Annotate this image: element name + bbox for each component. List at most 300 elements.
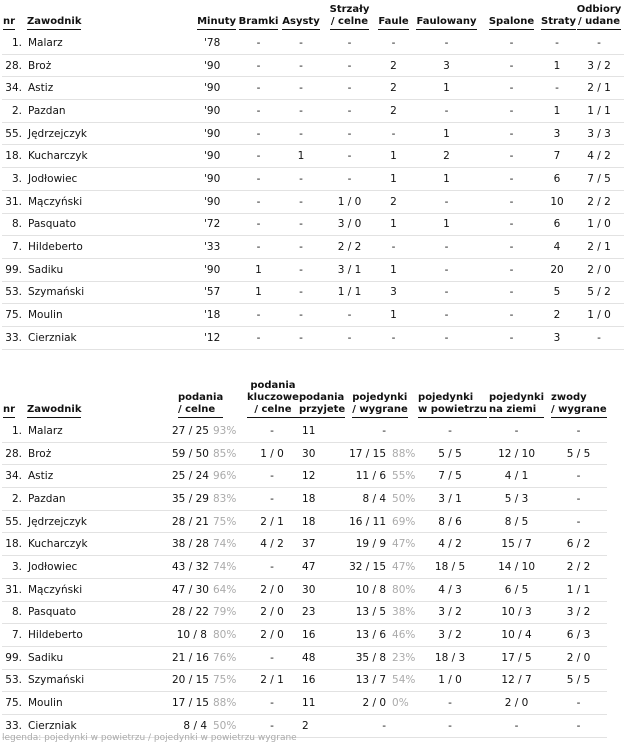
cell-shots: - xyxy=(322,168,377,191)
cell-assists: - xyxy=(280,326,322,349)
cell-fouls: 2 xyxy=(377,54,410,77)
cell-player: Moulin xyxy=(26,692,172,715)
cell-received: 12 xyxy=(298,465,343,488)
cell-tackles: 2 / 1 xyxy=(574,77,624,100)
table-row xyxy=(2,32,624,54)
cell-tackles: 1 / 0 xyxy=(574,304,624,327)
cell-passes-pct: 85% xyxy=(209,442,246,465)
cell-player: Mączyński xyxy=(26,578,172,601)
cell-dribbles: - xyxy=(550,420,607,442)
cell-fouled: - xyxy=(410,326,483,349)
cell-tackles: 3 / 3 xyxy=(574,122,624,145)
cell-player: Pazdan xyxy=(26,100,146,123)
legend-note: legenda: pojedynki w powietrzu / pojedynki w powietrzu wygrane xyxy=(2,733,297,743)
cell-air-duels: 7 / 5 xyxy=(417,465,483,488)
table-row xyxy=(2,326,624,349)
cell-goals: - xyxy=(237,32,280,54)
cell-ground-duels: 12 / 7 xyxy=(483,669,550,692)
cell-received: 48 xyxy=(298,646,343,669)
cell-player: Hildeberto xyxy=(26,236,146,259)
cell-received: 30 xyxy=(298,442,343,465)
cell-nr: 28. xyxy=(2,54,26,77)
cell-fouls: - xyxy=(377,32,410,54)
cell-player: Jędrzejczyk xyxy=(26,122,146,145)
cell-nr: 28. xyxy=(2,442,26,465)
cell-received: 2 xyxy=(298,714,343,737)
cell-goals: - xyxy=(237,54,280,77)
cell-losses: 2 xyxy=(540,304,574,327)
cell-player: Pasquato xyxy=(26,601,172,624)
cell-air-duels: 4 / 3 xyxy=(417,578,483,601)
cell-received: 16 xyxy=(298,624,343,647)
cell-dribbles: 5 / 5 xyxy=(550,442,607,465)
cell-ground-duels: 15 / 7 xyxy=(483,533,550,556)
cell-nr: 18. xyxy=(2,145,26,168)
cell-fouls: - xyxy=(377,326,410,349)
cell-fouled: - xyxy=(410,281,483,304)
cell-passes: 8 / 4 xyxy=(172,714,209,737)
table-row xyxy=(2,601,607,624)
cell-fouls: - xyxy=(377,236,410,259)
cell-player: Szymański xyxy=(26,669,172,692)
cell-air-duels: 8 / 6 xyxy=(417,510,483,533)
cell-tackles: 5 / 2 xyxy=(574,281,624,304)
col-nr: nr xyxy=(2,0,26,32)
cell-assists: 1 xyxy=(280,145,322,168)
cell-fouled: 2 xyxy=(410,145,483,168)
cell-minutes: '57 xyxy=(146,281,237,304)
cell-passes-pct: 75% xyxy=(209,510,246,533)
cell-dribbles: 3 / 2 xyxy=(550,601,607,624)
cell-assists: - xyxy=(280,122,322,145)
cell-key-passes: - xyxy=(246,692,298,715)
cell-offsides: - xyxy=(483,190,540,213)
cell-tackles: 4 / 2 xyxy=(574,145,624,168)
col-air-duels: pojedynki w powietrzu xyxy=(417,376,483,420)
cell-duels-pct: 47% xyxy=(388,533,417,556)
cell-dribbles: 6 / 3 xyxy=(550,624,607,647)
cell-goals: - xyxy=(237,168,280,191)
cell-minutes: '90 xyxy=(146,168,237,191)
table-row xyxy=(2,122,624,145)
cell-goals: - xyxy=(237,236,280,259)
cell-received: 18 xyxy=(298,488,343,511)
cell-fouled: - xyxy=(410,190,483,213)
table-row xyxy=(2,488,607,511)
cell-key-passes: 4 / 2 xyxy=(246,533,298,556)
cell-duels: 13 / 7 xyxy=(343,669,388,692)
cell-key-passes: - xyxy=(246,714,298,737)
cell-passes-pct: 74% xyxy=(209,556,246,579)
cell-passes: 43 / 32 xyxy=(172,556,209,579)
table-row xyxy=(2,77,624,100)
cell-nr: 99. xyxy=(2,646,26,669)
cell-shots: - xyxy=(322,122,377,145)
table-row xyxy=(2,646,607,669)
cell-fouled: - xyxy=(410,100,483,123)
cell-received: 11 xyxy=(298,692,343,715)
cell-air-duels: 18 / 5 xyxy=(417,556,483,579)
cell-passes-pct: 93% xyxy=(209,420,246,442)
cell-dribbles: - xyxy=(550,692,607,715)
table-header-row xyxy=(2,376,607,420)
cell-shots: 2 / 2 xyxy=(322,236,377,259)
cell-dribbles: - xyxy=(550,714,607,737)
cell-offsides: - xyxy=(483,32,540,54)
table-row xyxy=(2,692,607,715)
cell-assists: - xyxy=(280,32,322,54)
cell-fouled: 3 xyxy=(410,54,483,77)
cell-offsides: - xyxy=(483,281,540,304)
cell-player: Pasquato xyxy=(26,213,146,236)
cell-assists: - xyxy=(280,258,322,281)
cell-air-duels: 3 / 1 xyxy=(417,488,483,511)
cell-ground-duels: 5 / 3 xyxy=(483,488,550,511)
cell-nr: 55. xyxy=(2,122,26,145)
cell-fouls: 1 xyxy=(377,304,410,327)
cell-duels-pct: 38% xyxy=(388,601,417,624)
cell-goals: - xyxy=(237,213,280,236)
col-key-passes: podania kluczowe / celne xyxy=(246,376,298,420)
cell-player: Astiz xyxy=(26,465,172,488)
cell-minutes: '90 xyxy=(146,77,237,100)
cell-duels: 13 / 5 xyxy=(343,601,388,624)
table-row xyxy=(2,304,624,327)
cell-losses: 7 xyxy=(540,145,574,168)
cell-passes-pct: 75% xyxy=(209,669,246,692)
cell-passes: 21 / 16 xyxy=(172,646,209,669)
cell-goals: - xyxy=(237,145,280,168)
cell-duels: 16 / 11 xyxy=(343,510,388,533)
cell-offsides: - xyxy=(483,258,540,281)
cell-tackles: 7 / 5 xyxy=(574,168,624,191)
cell-nr: 75. xyxy=(2,692,26,715)
cell-duels-pct: 23% xyxy=(388,646,417,669)
cell-dribbles: 1 / 1 xyxy=(550,578,607,601)
table-row xyxy=(2,281,624,304)
cell-goals: - xyxy=(237,304,280,327)
table-row xyxy=(2,236,624,259)
cell-nr: 8. xyxy=(2,601,26,624)
cell-nr: 31. xyxy=(2,190,26,213)
cell-nr: 7. xyxy=(2,236,26,259)
cell-player: Kucharczyk xyxy=(26,533,172,556)
cell-fouled: 1 xyxy=(410,168,483,191)
cell-dribbles: 6 / 2 xyxy=(550,533,607,556)
cell-nr: 31. xyxy=(2,578,26,601)
cell-received: 11 xyxy=(298,420,343,442)
cell-nr: 1. xyxy=(2,32,26,54)
cell-minutes: '90 xyxy=(146,258,237,281)
cell-ground-duels: 14 / 10 xyxy=(483,556,550,579)
cell-assists: - xyxy=(280,190,322,213)
cell-fouls: 2 xyxy=(377,77,410,100)
cell-passes-pct: 76% xyxy=(209,646,246,669)
cell-nr: 1. xyxy=(2,420,26,442)
col-tackles: Odbiory / udane xyxy=(574,0,624,32)
cell-nr: 2. xyxy=(2,488,26,511)
cell-shots: - xyxy=(322,304,377,327)
cell-fouls: 1 xyxy=(377,168,410,191)
cell-nr: 53. xyxy=(2,669,26,692)
cell-duels: 13 / 6 xyxy=(343,624,388,647)
col-minutes: Minuty xyxy=(146,0,237,32)
cell-duels: 17 / 15 xyxy=(343,442,388,465)
cell-fouled: - xyxy=(410,258,483,281)
cell-losses: - xyxy=(540,77,574,100)
cell-shots: 3 / 1 xyxy=(322,258,377,281)
cell-assists: - xyxy=(280,100,322,123)
col-player: Zawodnik xyxy=(26,0,146,32)
cell-ground-duels: 10 / 4 xyxy=(483,624,550,647)
cell-player: Sadiku xyxy=(26,258,146,281)
cell-nr: 3. xyxy=(2,556,26,579)
cell-offsides: - xyxy=(483,236,540,259)
cell-shots: - xyxy=(322,54,377,77)
cell-goals: 1 xyxy=(237,281,280,304)
cell-assists: - xyxy=(280,54,322,77)
cell-losses: 5 xyxy=(540,281,574,304)
cell-duels: 2 / 0 xyxy=(343,692,388,715)
cell-dribbles: - xyxy=(550,465,607,488)
cell-air-duels: 4 / 2 xyxy=(417,533,483,556)
cell-ground-duels: 17 / 5 xyxy=(483,646,550,669)
cell-passes: 25 / 24 xyxy=(172,465,209,488)
cell-duels: - xyxy=(343,420,388,442)
cell-minutes: '72 xyxy=(146,213,237,236)
cell-dribbles: - xyxy=(550,488,607,511)
cell-ground-duels: 10 / 3 xyxy=(483,601,550,624)
cell-losses: 1 xyxy=(540,100,574,123)
cell-received: 16 xyxy=(298,669,343,692)
cell-key-passes: - xyxy=(246,420,298,442)
cell-assists: - xyxy=(280,304,322,327)
cell-passes: 27 / 25 xyxy=(172,420,209,442)
cell-tackles: 1 / 1 xyxy=(574,100,624,123)
cell-shots: - xyxy=(322,32,377,54)
cell-nr: 18. xyxy=(2,533,26,556)
cell-nr: 34. xyxy=(2,77,26,100)
cell-fouled: - xyxy=(410,32,483,54)
cell-air-duels: - xyxy=(417,420,483,442)
cell-ground-duels: - xyxy=(483,420,550,442)
cell-losses: 1 xyxy=(540,54,574,77)
cell-passes: 28 / 22 xyxy=(172,601,209,624)
cell-minutes: '90 xyxy=(146,100,237,123)
col-player: Zawodnik xyxy=(26,376,172,420)
col-received: podania przyjete xyxy=(298,376,343,420)
cell-player: Astiz xyxy=(26,77,146,100)
col-duels: pojedynki / wygrane xyxy=(343,376,417,420)
col-fouled: Faulowany xyxy=(410,0,483,32)
cell-ground-duels: 12 / 10 xyxy=(483,442,550,465)
cell-shots: - xyxy=(322,100,377,123)
cell-fouls: 1 xyxy=(377,145,410,168)
cell-nr: 7. xyxy=(2,624,26,647)
cell-received: 23 xyxy=(298,601,343,624)
cell-key-passes: 2 / 0 xyxy=(246,578,298,601)
cell-shots: - xyxy=(322,145,377,168)
cell-ground-duels: 8 / 5 xyxy=(483,510,550,533)
cell-ground-duels: - xyxy=(483,714,550,737)
cell-player: Malarz xyxy=(26,420,172,442)
cell-fouls: - xyxy=(377,122,410,145)
cell-duels-pct: 50% xyxy=(388,488,417,511)
cell-fouls: 3 xyxy=(377,281,410,304)
col-goals: Bramki xyxy=(237,0,280,32)
cell-duels-pct: 54% xyxy=(388,669,417,692)
cell-passes-pct: 80% xyxy=(209,624,246,647)
col-fouls: Faule xyxy=(377,0,410,32)
cell-received: 47 xyxy=(298,556,343,579)
cell-fouled: - xyxy=(410,304,483,327)
cell-dribbles: - xyxy=(550,510,607,533)
cell-fouls: 1 xyxy=(377,258,410,281)
cell-key-passes: 1 / 0 xyxy=(246,442,298,465)
cell-key-passes: 2 / 1 xyxy=(246,669,298,692)
table-row xyxy=(2,420,607,442)
cell-fouled: 1 xyxy=(410,122,483,145)
cell-received: 18 xyxy=(298,510,343,533)
cell-player: Cierzniak xyxy=(26,714,172,737)
table-row xyxy=(2,213,624,236)
cell-minutes: '18 xyxy=(146,304,237,327)
cell-player: Broż xyxy=(26,442,172,465)
cell-tackles: 2 / 2 xyxy=(574,190,624,213)
cell-assists: - xyxy=(280,281,322,304)
cell-passes-pct: 83% xyxy=(209,488,246,511)
cell-minutes: '90 xyxy=(146,54,237,77)
cell-dribbles: 2 / 0 xyxy=(550,646,607,669)
cell-minutes: '33 xyxy=(146,236,237,259)
cell-assists: - xyxy=(280,236,322,259)
cell-duels-pct: 47% xyxy=(388,556,417,579)
cell-goals: - xyxy=(237,190,280,213)
cell-nr: 8. xyxy=(2,213,26,236)
cell-minutes: '78 xyxy=(146,32,237,54)
col-ground-duels: pojedynki na ziemi xyxy=(483,376,550,420)
cell-assists: - xyxy=(280,168,322,191)
cell-duels-pct xyxy=(388,714,417,737)
cell-offsides: - xyxy=(483,213,540,236)
cell-goals: - xyxy=(237,122,280,145)
cell-received: 30 xyxy=(298,578,343,601)
cell-nr: 99. xyxy=(2,258,26,281)
cell-duels: 35 / 8 xyxy=(343,646,388,669)
cell-goals: - xyxy=(237,326,280,349)
table-row xyxy=(2,54,624,77)
col-nr: nr xyxy=(2,376,26,420)
table-row xyxy=(2,190,624,213)
cell-key-passes: 2 / 0 xyxy=(246,624,298,647)
cell-player: Moulin xyxy=(26,304,146,327)
cell-losses: 4 xyxy=(540,236,574,259)
cell-duels: 19 / 9 xyxy=(343,533,388,556)
cell-passes: 35 / 29 xyxy=(172,488,209,511)
cell-passes: 28 / 21 xyxy=(172,510,209,533)
cell-air-duels: 3 / 2 xyxy=(417,624,483,647)
cell-key-passes: - xyxy=(246,488,298,511)
cell-passes: 20 / 15 xyxy=(172,669,209,692)
cell-passes-pct: 96% xyxy=(209,465,246,488)
cell-key-passes: - xyxy=(246,646,298,669)
cell-nr: 33. xyxy=(2,714,26,737)
cell-key-passes: - xyxy=(246,465,298,488)
cell-key-passes: 2 / 0 xyxy=(246,601,298,624)
table-row xyxy=(2,510,607,533)
cell-shots: 3 / 0 xyxy=(322,213,377,236)
cell-losses: 20 xyxy=(540,258,574,281)
cell-offsides: - xyxy=(483,145,540,168)
cell-minutes: '12 xyxy=(146,326,237,349)
cell-passes: 38 / 28 xyxy=(172,533,209,556)
cell-ground-duels: 4 / 1 xyxy=(483,465,550,488)
col-passes: podania / celne xyxy=(172,376,246,420)
cell-minutes: '90 xyxy=(146,190,237,213)
cell-nr: 3. xyxy=(2,168,26,191)
table-row xyxy=(2,669,607,692)
cell-air-duels: 3 / 2 xyxy=(417,601,483,624)
cell-duels: 8 / 4 xyxy=(343,488,388,511)
cell-nr: 53. xyxy=(2,281,26,304)
cell-player: Mączyński xyxy=(26,190,146,213)
cell-nr: 2. xyxy=(2,100,26,123)
cell-nr: 75. xyxy=(2,304,26,327)
cell-player: Cierzniak xyxy=(26,326,146,349)
cell-losses: 3 xyxy=(540,122,574,145)
cell-duels: 32 / 15 xyxy=(343,556,388,579)
cell-duels: - xyxy=(343,714,388,737)
cell-key-passes: - xyxy=(246,556,298,579)
cell-nr: 55. xyxy=(2,510,26,533)
passing-duels-table xyxy=(2,376,607,738)
cell-passes-pct: 64% xyxy=(209,578,246,601)
cell-player: Jędrzejczyk xyxy=(26,510,172,533)
cell-player: Szymański xyxy=(26,281,146,304)
cell-goals: - xyxy=(237,77,280,100)
cell-player: Broż xyxy=(26,54,146,77)
cell-passes-pct: 50% xyxy=(209,714,246,737)
cell-assists: - xyxy=(280,77,322,100)
cell-goals: 1 xyxy=(237,258,280,281)
cell-player: Hildeberto xyxy=(26,624,172,647)
cell-fouls: 1 xyxy=(377,213,410,236)
table-header-row xyxy=(2,0,624,32)
col-shots: Strzały / celne xyxy=(322,0,377,32)
cell-duels-pct: 46% xyxy=(388,624,417,647)
cell-nr: 34. xyxy=(2,465,26,488)
cell-duels: 10 / 8 xyxy=(343,578,388,601)
cell-minutes: '90 xyxy=(146,145,237,168)
cell-passes: 59 / 50 xyxy=(172,442,209,465)
cell-duels: 11 / 6 xyxy=(343,465,388,488)
cell-tackles: 1 / 0 xyxy=(574,213,624,236)
cell-duels-pct: 88% xyxy=(388,442,417,465)
table-row xyxy=(2,258,624,281)
cell-passes: 47 / 30 xyxy=(172,578,209,601)
cell-offsides: - xyxy=(483,122,540,145)
cell-duels-pct: 69% xyxy=(388,510,417,533)
cell-received: 37 xyxy=(298,533,343,556)
cell-shots: 1 / 1 xyxy=(322,281,377,304)
cell-player: Jodłowiec xyxy=(26,168,146,191)
cell-assists: - xyxy=(280,213,322,236)
cell-key-passes: 2 / 1 xyxy=(246,510,298,533)
cell-losses: 3 xyxy=(540,326,574,349)
cell-air-duels: 18 / 3 xyxy=(417,646,483,669)
cell-tackles: 2 / 1 xyxy=(574,236,624,259)
cell-duels-pct: 80% xyxy=(388,578,417,601)
